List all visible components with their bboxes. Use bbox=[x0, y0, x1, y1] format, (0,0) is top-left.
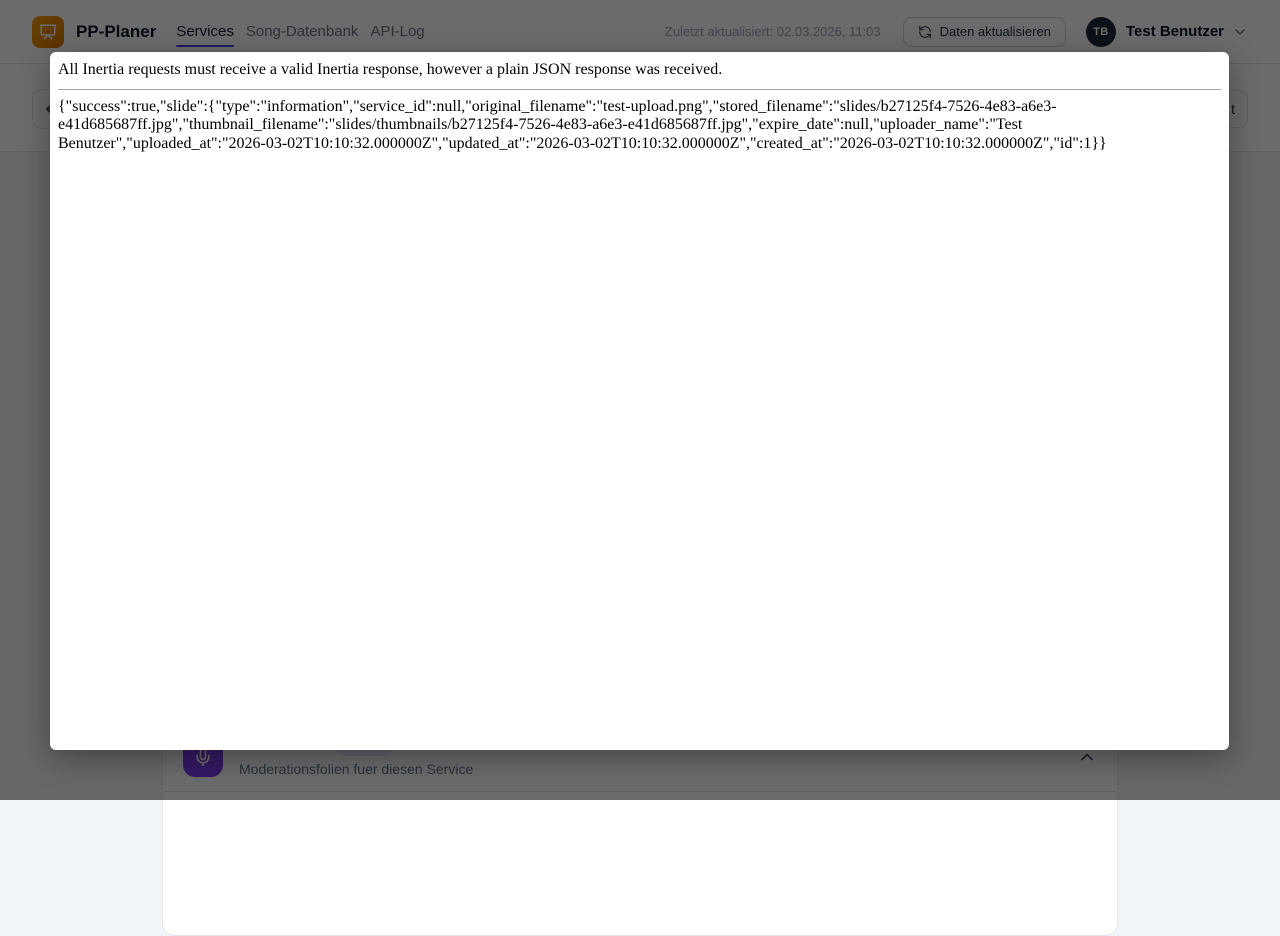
error-message: All Inertia requests must receive a valid Inertia response, however a plain JSON response was received. bbox=[58, 61, 723, 78]
inertia-error-modal bbox=[50, 52, 1229, 750]
raw-json-response: {"success":true,"slide":{"type":"information","service_id":null,"original_filename":"test-upload.png","stored_filename":"slides/b27125f4-7526-4e83-a6e3-e41d685687ff.jpg","thumbnail_filename":"slides/thumbnails/b27125f4-7526-4e83-a6e3-e41d685687ff.jpg","expire_date":null,"uploader_name":"Test Benutzer","uploaded_at":"2026-03-02T10:10:32.000000Z","updated_at":"2026-03-02T10:10:32.000000Z","created_at":"2026-03-02T10:10:32.000000Z","id":1}} bbox=[58, 97, 1107, 152]
moderation-card-body bbox=[163, 791, 1117, 911]
modal-divider bbox=[58, 89, 1221, 90]
